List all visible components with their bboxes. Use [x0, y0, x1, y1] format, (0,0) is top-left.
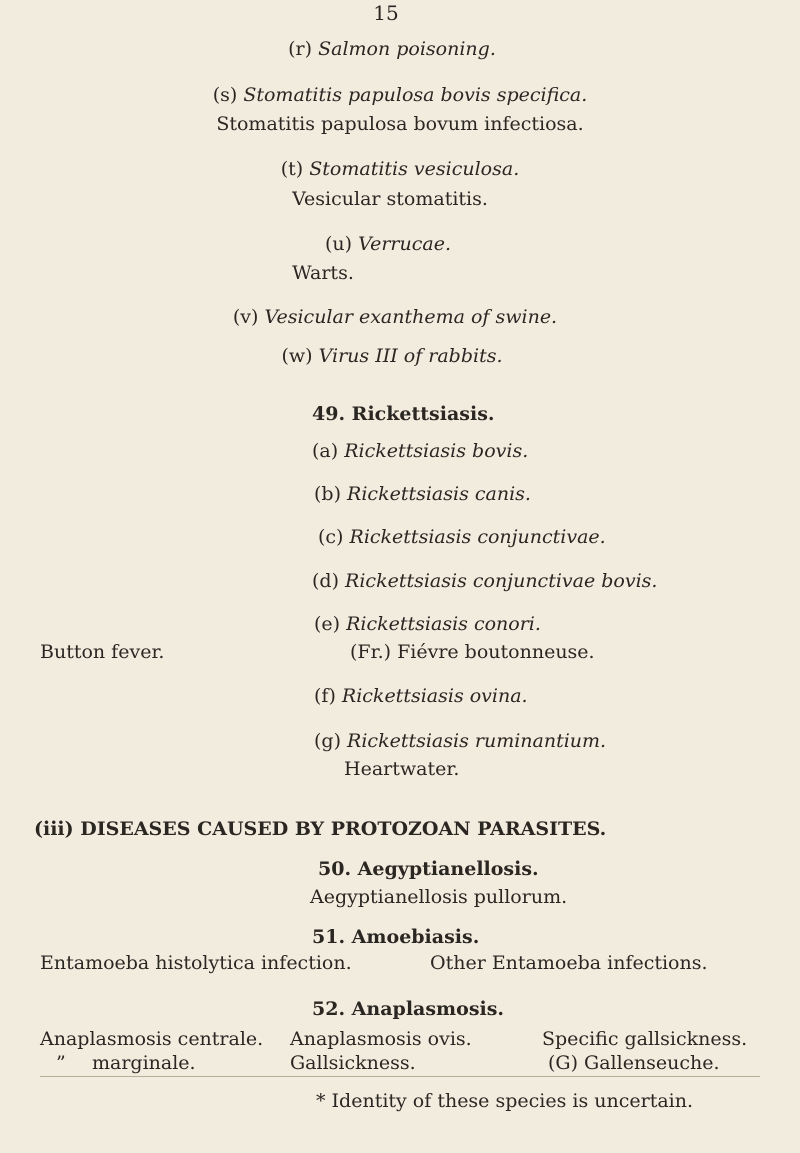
footnote-rule	[40, 1076, 760, 1077]
entry-label: (c)	[318, 526, 344, 548]
entry-label: (v)	[232, 306, 259, 328]
column-3-row-2: (G) Gallenseuche.	[548, 1052, 720, 1074]
ditto-mark: ”	[56, 1052, 66, 1074]
entry-common-name: Heartwater.	[344, 758, 460, 780]
entry-g	[314, 730, 606, 752]
entry-common-name: Vesicular stomatitis.	[292, 188, 488, 210]
entry-label: (b)	[314, 483, 341, 505]
entry-v	[233, 306, 557, 328]
section-heading: 52. Anaplasmosis.	[312, 998, 505, 1020]
page-number: 15	[373, 1, 399, 25]
entry-scientific-name: Rickettsiasis canis.	[347, 483, 531, 505]
entry-label: (s)	[212, 84, 238, 106]
common-name-left: Button fever.	[40, 641, 165, 663]
entry-label: (w)	[281, 345, 313, 367]
entry-s	[213, 84, 588, 106]
entry-common-name: Warts.	[292, 262, 354, 284]
entry-scientific-name: Verrucae.	[358, 233, 451, 255]
entry-common-name: Stomatitis papulosa bovum infectiosa.	[216, 113, 584, 135]
entry-label: (d)	[312, 570, 339, 592]
entry-scientific-name: Rickettsiasis conjunctivae.	[349, 526, 606, 548]
column-2-row-1: Anaplasmosis ovis.	[290, 1028, 472, 1050]
entry-u	[325, 233, 451, 255]
entry-label: (u)	[325, 233, 353, 255]
entry-label: (t)	[280, 158, 304, 180]
entry-e	[314, 613, 541, 635]
entry-scientific-name: Stomatitis vesiculosa.	[309, 158, 520, 180]
column-1-row-2: marginale.	[92, 1052, 196, 1074]
entry-scientific-name: Rickettsiasis conjunctivae bovis.	[345, 570, 658, 592]
species-name: Aegyptianellosis pullorum.	[310, 886, 568, 908]
section-heading: 50. Aegyptianellosis.	[318, 858, 539, 880]
entry-f	[314, 685, 528, 707]
entry-scientific-name: Rickettsiasis conori.	[346, 613, 541, 635]
entry-scientific-name: Rickettsiasis ovina.	[341, 685, 528, 707]
entry-label: (g)	[314, 730, 341, 752]
section-heading: 49. Rickettsiasis.	[312, 403, 495, 425]
entry-scientific-name: Virus III of rabbits.	[318, 345, 503, 367]
column-1-row-1: Anaplasmosis centrale.	[40, 1028, 264, 1050]
entry-r	[288, 38, 496, 60]
entry-d	[312, 570, 657, 592]
entry-t	[281, 158, 519, 180]
entry-scientific-name: Stomatitis papulosa bovis specifica.	[243, 84, 588, 106]
column-3-row-1: Specific gallsickness.	[542, 1028, 748, 1050]
footnote: * Identity of these species is uncertain.	[316, 1090, 694, 1112]
entry-scientific-name: Rickettsiasis bovis.	[344, 440, 529, 462]
section-title: (iii) DISEASES CAUSED BY PROTOZOAN PARASITES.	[34, 818, 607, 840]
common-name-right: Other Entamoeba infections.	[430, 952, 708, 974]
common-name-right: (Fr.) Fiévre boutonneuse.	[350, 641, 595, 663]
entry-b	[314, 483, 531, 505]
entry-c	[318, 526, 606, 548]
entry-w	[281, 345, 502, 367]
entry-scientific-name: Vesicular exanthema of swine.	[264, 306, 558, 328]
entry-label: (a)	[312, 440, 339, 462]
column-2-row-2: Gallsickness.	[290, 1052, 416, 1074]
entry-a	[312, 440, 528, 462]
section-heading: 51. Amoebiasis.	[312, 926, 480, 948]
entry-scientific-name: Rickettsiasis ruminantium.	[347, 730, 607, 752]
entry-label: (r)	[288, 38, 313, 60]
entry-scientific-name: Salmon poisoning.	[318, 38, 496, 60]
common-name-left: Entamoeba histolytica infection.	[40, 952, 352, 974]
entry-label: (f)	[314, 685, 336, 707]
entry-label: (e)	[314, 613, 341, 635]
